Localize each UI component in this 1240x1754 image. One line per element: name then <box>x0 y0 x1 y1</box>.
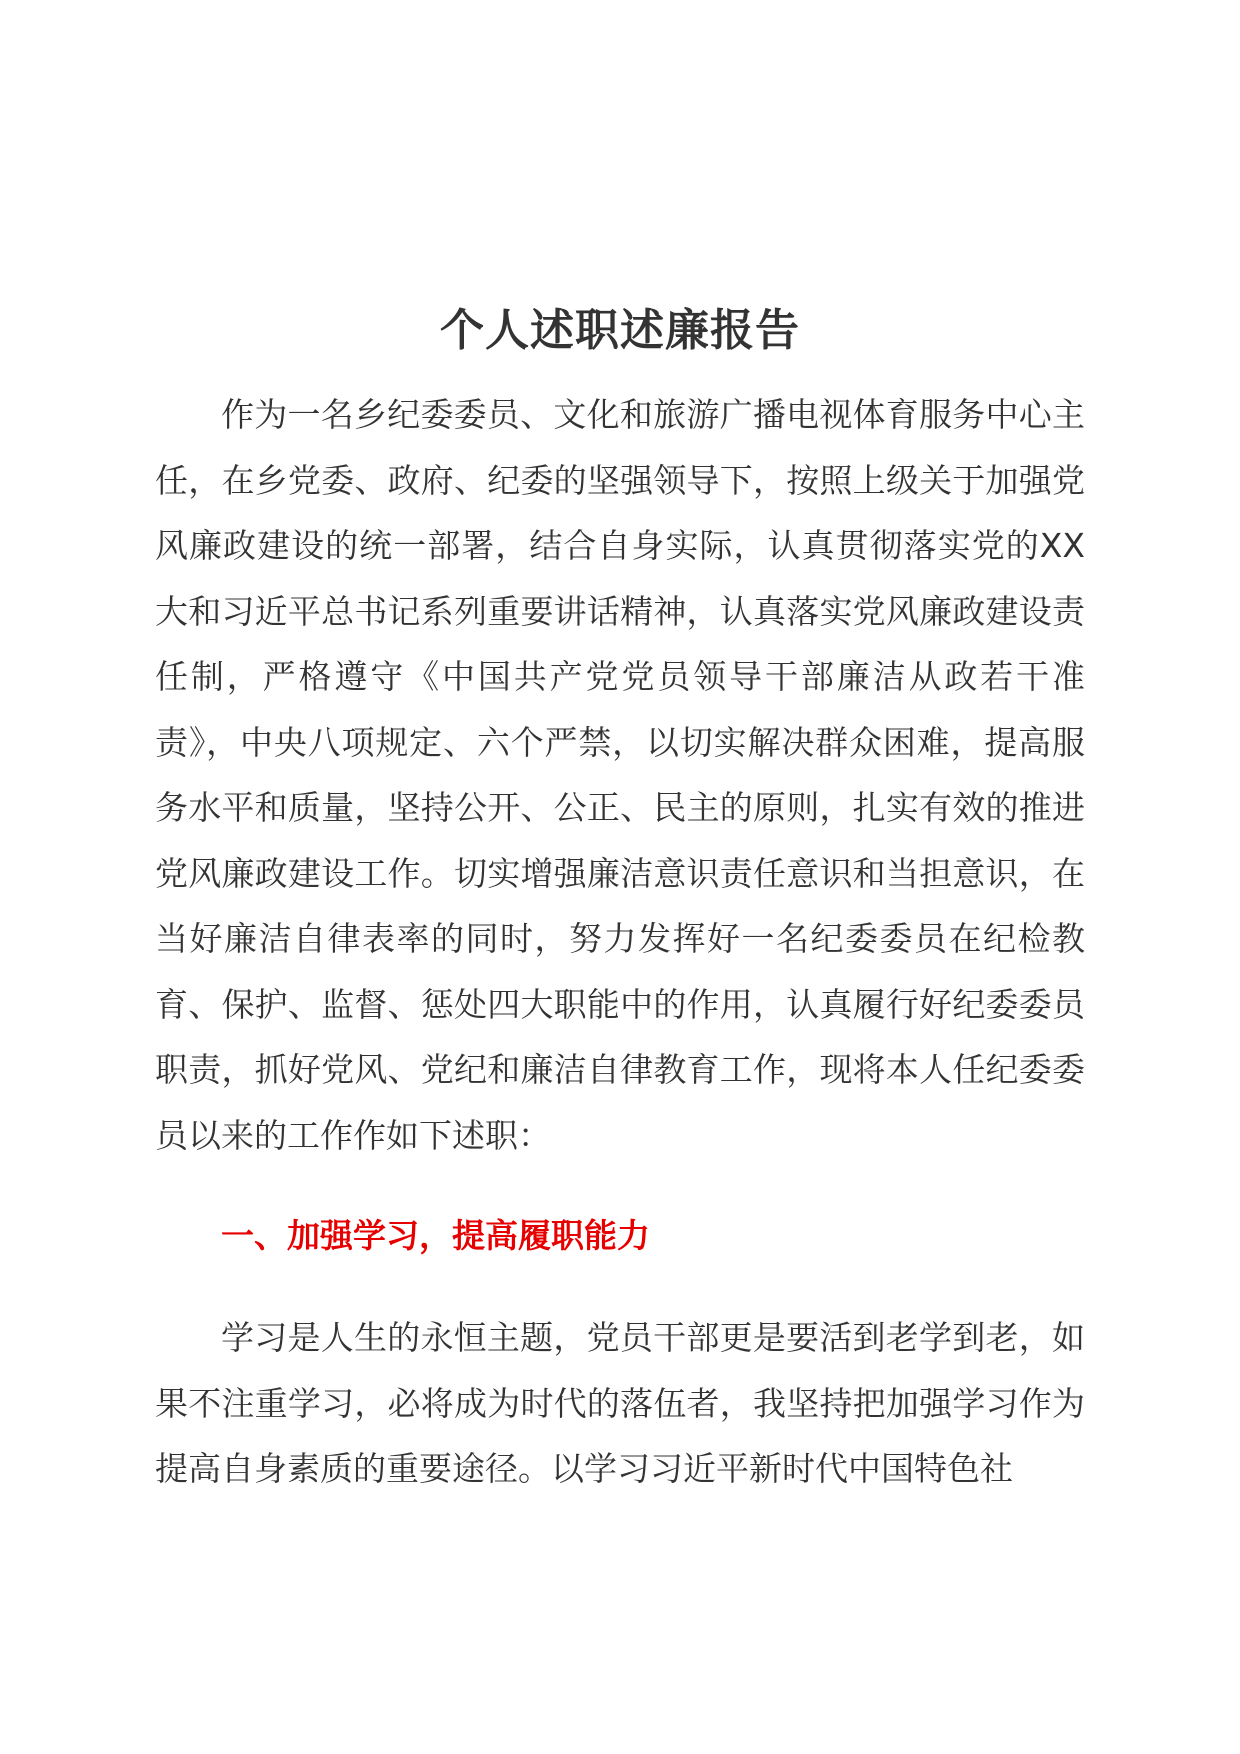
section-heading: 一、加强学习，提高履职能力 <box>221 1216 650 1255</box>
body-paragraph: 学习是人生的永恒主题，党员干部更是要活到老学到老，如果不注重学习，必将成为时代的落伍者，我坚持把加强学习作为提高自身素质的重要途径。以学习习近平新时代中国特色社 <box>155 1318 1085 1488</box>
document-title: 个人述职述廉报告 <box>440 305 800 357</box>
intro-paragraph: 作为一名乡纪委委员、文化和旅游广播电视体育服务中心主任，在乡党委、政府、纪委的坚强领导下，按照上级关于加强党风廉政建设的统一部署，结合自身实际，认真贯彻落实党的XX大和习近平总书记系列重要讲话精神，认真落实党风廉政建设责任制，严格遵守《中国共产党党员领导干部廉洁从政若干准责》，中央八项规定、六个严禁，以切实解决群众困难，提高服务水平和质量，坚持公开、公正、民主的原则，扎实有效的推进党风廉政建设工作。切实增强廉洁意识责任意识和当担意识，在当好廉洁自律表率的同时，努力发挥好一名纪委委员在纪检教育、保护、监督、惩处四大职能中的作用，认真履行好纪委委员职责，抓好党风、党纪和廉洁自律教育工作，现将本人任纪委委员以来的工作作如下述职： <box>155 395 1085 1155</box>
